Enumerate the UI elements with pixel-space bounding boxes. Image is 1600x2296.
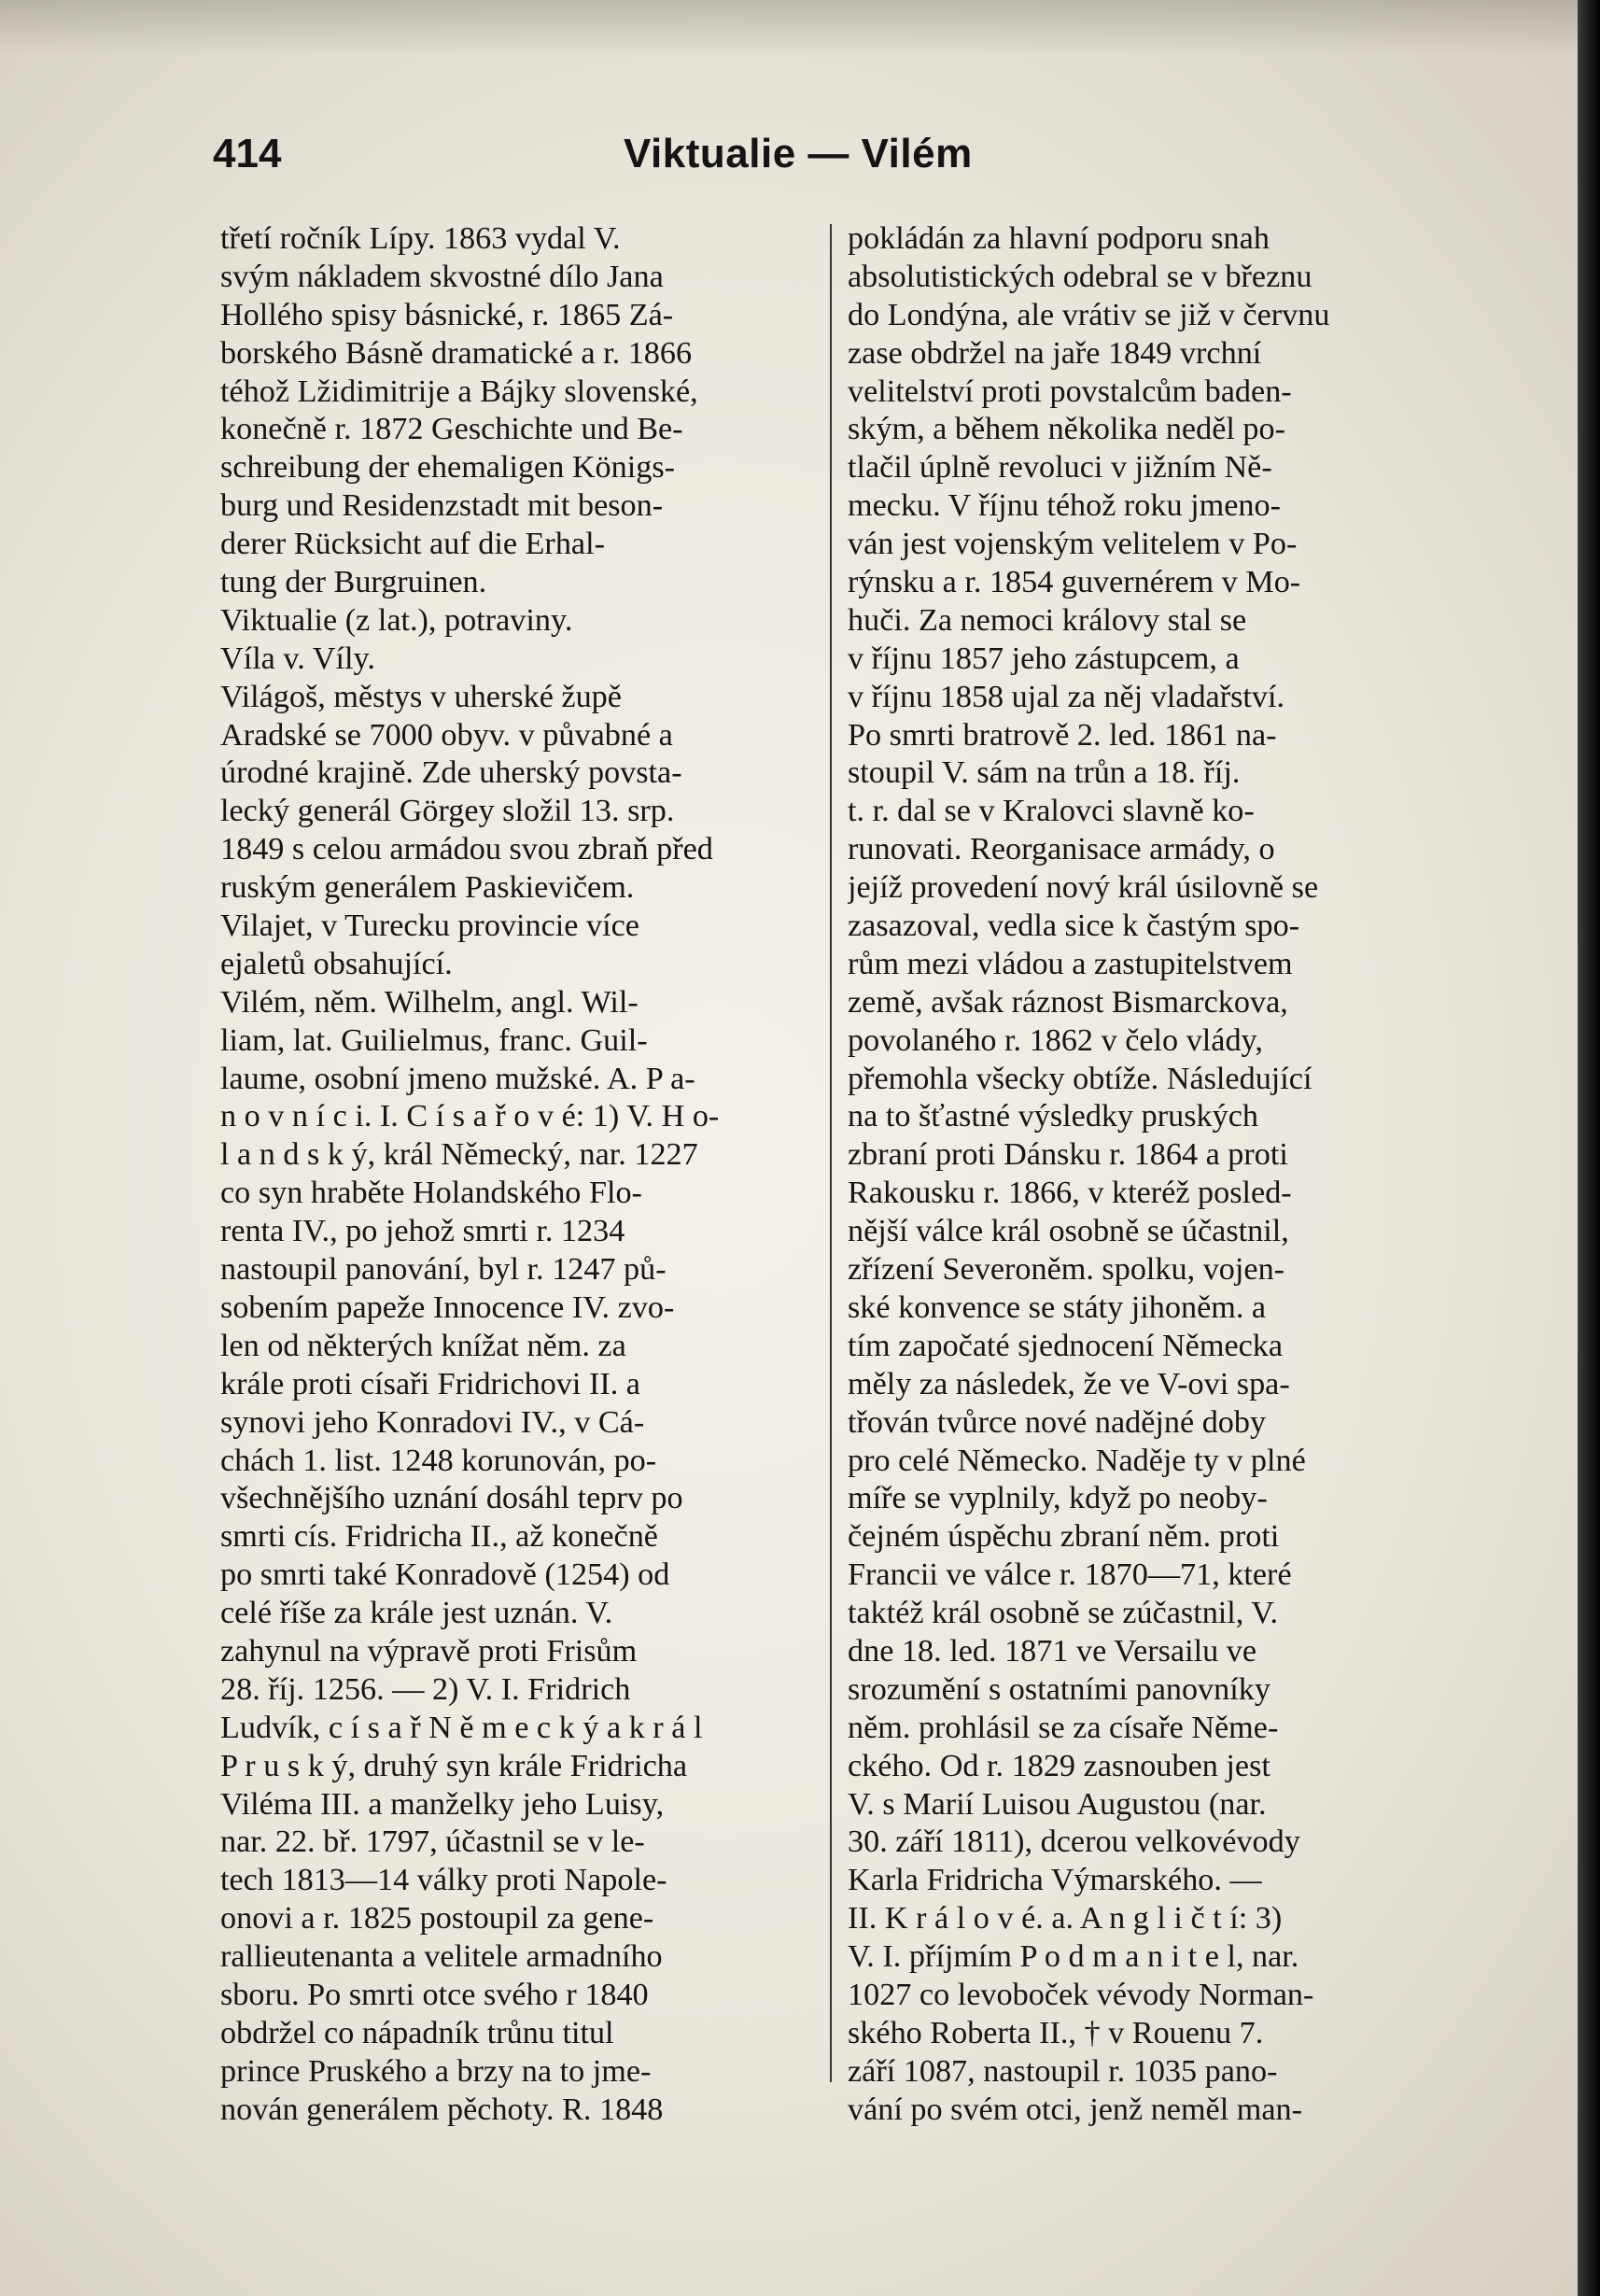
- text-line: třetí ročník Lípy. 1863 vydal V.: [220, 221, 621, 256]
- text-line: pro celé Německo. Naděje ty v plné: [848, 1443, 1306, 1478]
- text-line: lecký generál Görgey složil 13. srp.: [220, 794, 675, 829]
- text-line: zbraní proti Dánsku r. 1864 a proti: [848, 1137, 1288, 1173]
- text-line: tím započaté sjednocení Německa: [848, 1328, 1284, 1363]
- text-line: burg und Residenzstadt mit beson-: [220, 488, 664, 524]
- text-line: velitelství proti povstalcům baden-: [848, 373, 1292, 409]
- text-line: tech 1813—14 války proti Napole-: [220, 1863, 667, 1898]
- text-line: zřízení Severoněm. spolku, vojen-: [848, 1252, 1285, 1288]
- text-line: září 1087, nastoupil r. 1035 pano-: [848, 2053, 1278, 2089]
- text-line: zahynul na výpravě proti Frisům: [220, 1633, 638, 1669]
- text-line: nější válce král osobně se účastnil,: [848, 1214, 1289, 1249]
- text-line: renta IV., po jehož smrti r. 1234: [220, 1214, 625, 1249]
- text-line: borského Básně dramatické a r. 1866: [220, 335, 693, 371]
- text-line: země, avšak ráznost Bismarckova,: [848, 984, 1288, 1020]
- text-line: míře se vyplnily, když po neoby-: [848, 1481, 1268, 1516]
- text-line: Po smrti bratrově 2. led. 1861 na-: [848, 717, 1277, 753]
- text-line: nar. 22. bř. 1797, účastnil se v le-: [220, 1824, 645, 1860]
- page-header: [213, 131, 1445, 187]
- text-line: obdržel co nápadník trůnu titul: [220, 2015, 614, 2050]
- text-line: l a n d s k ý, král Německý, nar. 1227: [220, 1137, 698, 1173]
- text-line: 1027 co levoboček vévody Norman-: [848, 1977, 1314, 2012]
- text-line: stoupil V. sám na trůn a 18. říj.: [848, 755, 1241, 791]
- text-line: 1849 s celou armádou svou zbraň před: [220, 832, 713, 867]
- text-line: tlačil úplně revoluci v jižním Ně-: [848, 450, 1272, 486]
- text-line: Vilém, něm. Wilhelm, angl. Wil-: [220, 984, 639, 1020]
- text-line: měly za následek, že ve V-ovi spa-: [848, 1366, 1290, 1402]
- text-line: krále proti císaři Fridrichovi II. a: [220, 1366, 640, 1402]
- text-line: nastoupil panování, byl r. 1247 pů-: [220, 1252, 667, 1288]
- page-shadow-top: [0, 0, 1600, 56]
- text-line: mecku. V říjnu téhož roku jmeno-: [848, 488, 1281, 524]
- text-line: Viléma III. a manželky jeho Luisy,: [220, 1786, 665, 1822]
- text-line: čejném úspěchu zbraní něm. proti: [848, 1519, 1280, 1555]
- text-line: pokládán za hlavní podporu snah: [848, 221, 1270, 256]
- text-line: II. K r á l o v é. a. A n g l i č t í: 3): [848, 1901, 1283, 1937]
- text-line: vání po svém otci, jenž neměl man-: [848, 2092, 1303, 2127]
- text-line: runovati. Reorganisace armády, o: [848, 832, 1275, 867]
- text-line: přemohla všecky obtíže. Následující: [848, 1061, 1312, 1096]
- text-line: celé říše za krále jest uznán. V.: [220, 1596, 613, 1631]
- text-line: huči. Za nemoci královy stal se: [848, 602, 1247, 638]
- column-divider: [830, 224, 832, 2082]
- text-line: synovi jeho Konradovi IV., v Cá-: [220, 1404, 645, 1440]
- text-line: smrti cís. Fridricha II., až konečně: [220, 1519, 658, 1555]
- running-head: Viktualie — Vilém: [624, 131, 973, 176]
- text-line: V. I. příjmím P o d m a n i t e l, nar.: [848, 1939, 1299, 1975]
- text-line: tung der Burgruinen.: [220, 565, 487, 600]
- scan-edge-right: [1578, 0, 1600, 2296]
- text-line: v říjnu 1857 jeho zástupcem, a: [848, 641, 1240, 676]
- text-line: Karla Fridricha Výmarského. —: [848, 1863, 1262, 1898]
- text-line: chách 1. list. 1248 korunován, po-: [220, 1443, 657, 1478]
- text-line: laume, osobní jmeno mužské. A. P a-: [220, 1061, 695, 1096]
- page-number: 414: [213, 131, 282, 176]
- text-line: co syn hraběte Holandského Flo-: [220, 1176, 642, 1211]
- text-line: ské konvence se státy jihoněm. a: [848, 1289, 1267, 1325]
- text-line: jejíž provedení nový král úsilovně se: [848, 870, 1319, 906]
- text-line: dne 18. led. 1871 ve Versailu ve: [848, 1633, 1257, 1669]
- text-line: sobením papeže Innocence IV. zvo-: [220, 1289, 675, 1325]
- text-line: n o v n í c i. I. C í s a ř o v é: 1) V. H o-: [220, 1099, 720, 1134]
- text-line: len od některých knížat něm. za: [220, 1328, 626, 1363]
- text-line: ským, a během několika neděl po-: [848, 412, 1285, 447]
- text-line: onovi a r. 1825 postoupil za gene-: [220, 1901, 654, 1937]
- text-line: rýnsku a r. 1854 guvernérem v Mo-: [848, 565, 1301, 600]
- text-line: Aradské se 7000 obyv. v půvabné a: [220, 717, 673, 753]
- text-line: Rakousku r. 1866, v kteréž posled-: [848, 1176, 1292, 1211]
- text-line: úrodné krajině. Zde uherský povsta-: [220, 755, 682, 791]
- text-line: v říjnu 1858 ujal za něj vladařství.: [848, 679, 1285, 714]
- text-line: zasazoval, vedla sice k častým spo-: [848, 909, 1300, 944]
- text-line: P r u s k ý, druhý syn krále Fridricha: [220, 1748, 688, 1783]
- text-line: Hollého spisy básnické, r. 1865 Zá-: [220, 297, 674, 332]
- text-line: ckého. Od r. 1829 zasnouben jest: [848, 1748, 1270, 1783]
- text-line: prince Pruského a brzy na to jme-: [220, 2053, 652, 2089]
- right-column: [848, 220, 1453, 2130]
- text-line: svým nákladem skvostné dílo Jana: [220, 259, 664, 294]
- text-line: Víla v. Víly.: [220, 641, 375, 676]
- text-line: něm. prohlásil se za císaře Něme-: [848, 1710, 1279, 1745]
- text-line: ejaletů obsahující.: [220, 946, 453, 981]
- text-line: absolutistických odebral se v březnu: [848, 259, 1312, 294]
- text-line: Ludvík, c í s a ř N ě m e c k ý a k r á l: [220, 1710, 703, 1745]
- text-line: rallieutenanta a velitele armadního: [220, 1939, 663, 1975]
- text-line: po smrti také Konradově (1254) od: [220, 1557, 670, 1593]
- text-line: schreibung der ehemaligen Königs-: [220, 450, 676, 486]
- text-line: sboru. Po smrti otce svého r 1840: [220, 1977, 649, 2012]
- text-line: povolaného r. 1862 v čelo vlády,: [848, 1022, 1263, 1058]
- text-line: ván jest vojenským velitelem v Po-: [848, 527, 1298, 562]
- text-line: téhož Lžidimitrije a Bájky slovenské,: [220, 373, 698, 409]
- text-line: Vilajet, v Turecku provincie více: [220, 909, 639, 944]
- text-line: konečně r. 1872 Geschichte und Be-: [220, 412, 683, 447]
- text-line: srozumění s ostatními panovníky: [848, 1671, 1270, 1707]
- text-line: Francii ve válce r. 1870—71, které: [848, 1557, 1292, 1593]
- text-line: zase obdržel na jaře 1849 vrchní: [848, 335, 1262, 371]
- text-line: ruským generálem Paskievičem.: [220, 870, 635, 906]
- text-line: V. s Marií Luisou Augustou (nar.: [848, 1786, 1267, 1822]
- text-line: Világoš, městys v uherské župě: [220, 679, 622, 714]
- text-line: 30. září 1811), dcerou velkovévody: [848, 1824, 1300, 1860]
- text-line: taktéž král osobně se zúčastnil, V.: [848, 1596, 1279, 1631]
- text-line: třován tvůrce nové nadějné doby: [848, 1404, 1267, 1440]
- text-line: ského Roberta II., † v Rouenu 7.: [848, 2015, 1264, 2050]
- text-line: na to šťastné výsledky pruských: [848, 1099, 1258, 1134]
- text-line: nován generálem pěchoty. R. 1848: [220, 2092, 664, 2127]
- text-line: rům mezi vládou a zastupitelstvem: [848, 946, 1293, 981]
- text-line: liam, lat. Guilielmus, franc. Guil-: [220, 1022, 648, 1058]
- text-line: 28. říj. 1256. — 2) V. I. Fridrich: [220, 1671, 631, 1707]
- text-line: do Londýna, ale vrátiv se již v červnu: [848, 297, 1330, 332]
- text-line: derer Rücksicht auf die Erhal-: [220, 527, 605, 562]
- left-column: [220, 220, 825, 2130]
- text-line: t. r. dal se v Kralovci slavně ko-: [848, 794, 1255, 829]
- text-line: Viktualie (z lat.), potraviny.: [220, 602, 573, 638]
- text-line: všechnějšího uznání dosáhl teprv po: [220, 1481, 683, 1516]
